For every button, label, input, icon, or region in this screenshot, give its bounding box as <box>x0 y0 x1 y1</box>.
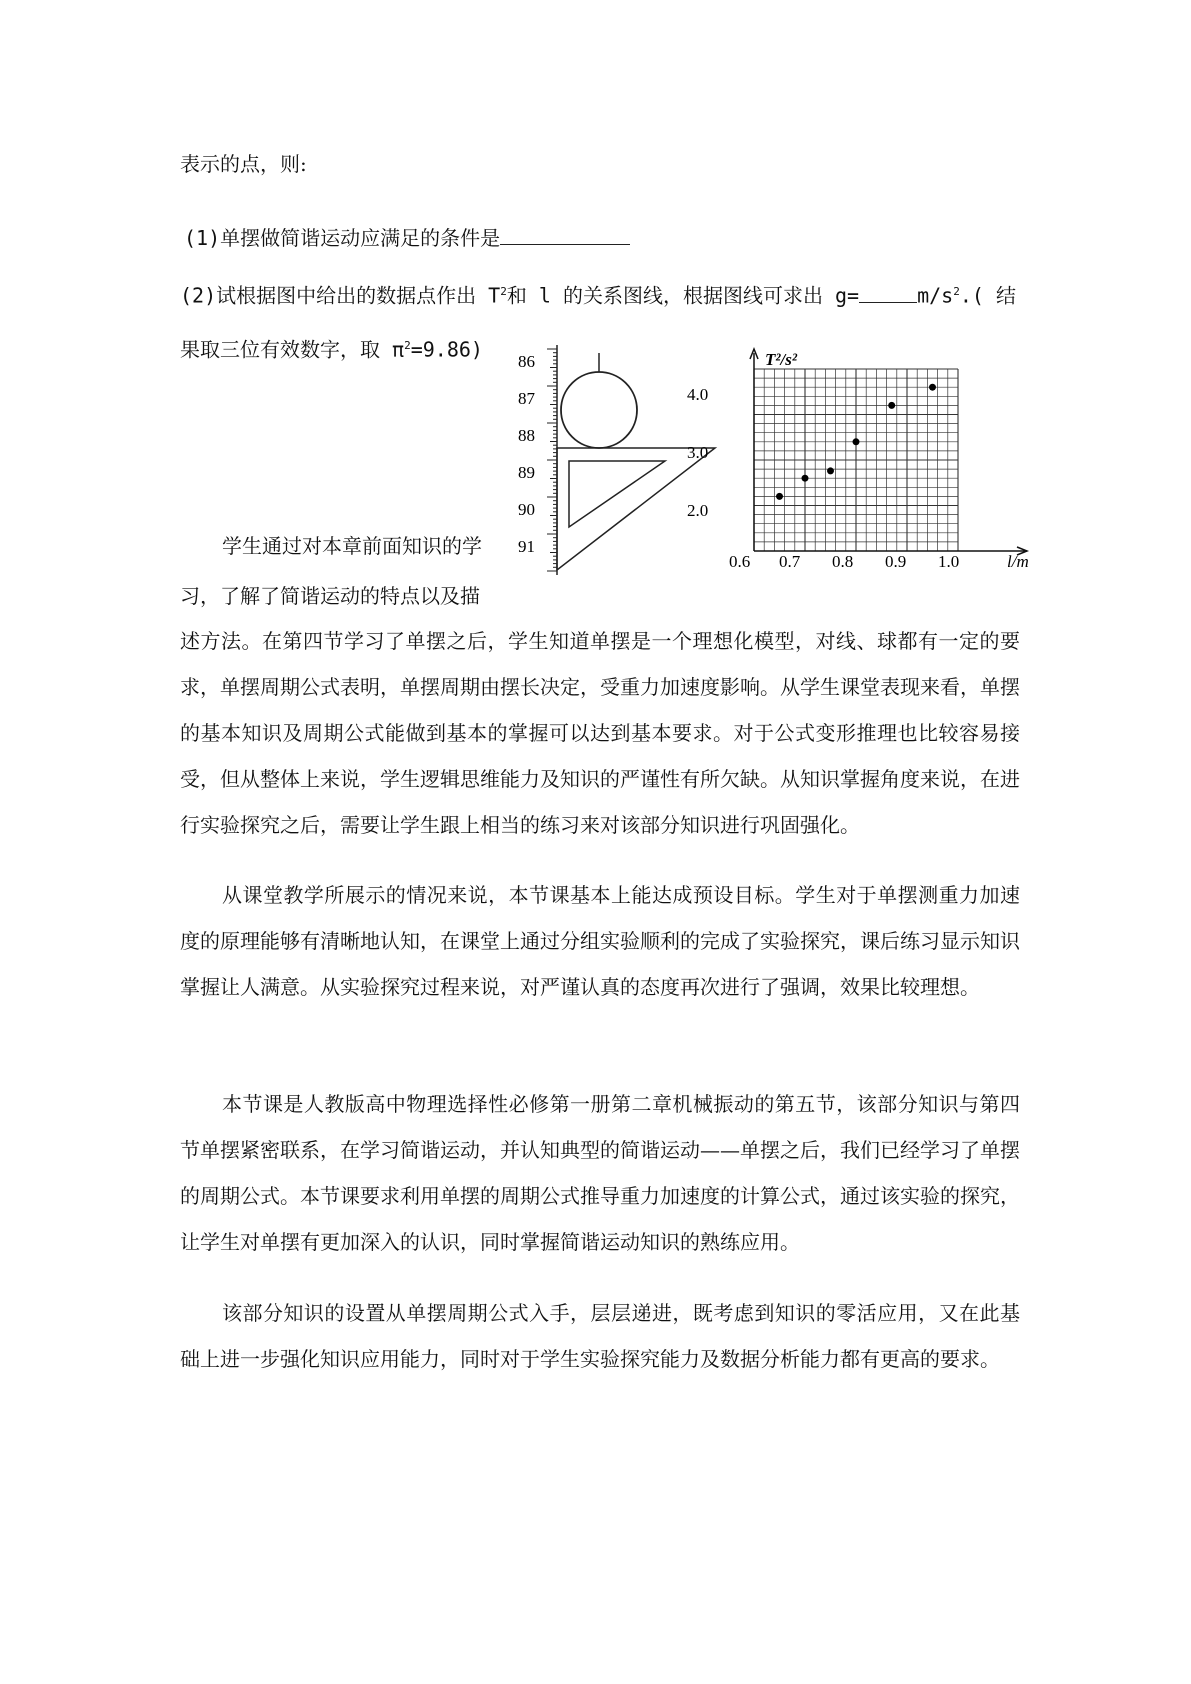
x-axis-label: l/m <box>1007 552 1029 571</box>
wrap-paragraph-rest: 述方法。在第四节学习了单摆之后，学生知道单摆是一个理想化模型，对线、球都有一定的要求，单摆周期公式表明，单摆周期由摆长决定，受重力加速度影响。从学生课堂表现来看，单摆的基本知识及周期公式能做到基本的掌握可以达到基本要求。对于公式变形推理也比较容易接受，但从整体上来说，学生逻辑思维能力及知识的严谨性有所欠缺。从知识掌握角度来说，在进行实验探究之后，需要让学生跟上相当的练习来对该部分知识进行巩固强化。 <box>180 629 1020 837</box>
ruler-label: 90 <box>518 500 535 519</box>
x-tick-label: 1.0 <box>938 552 960 571</box>
ruler-label: 89 <box>518 463 535 482</box>
data-point <box>776 493 783 500</box>
question-2-end: .( 结 <box>959 283 1016 308</box>
ruler-label: 86 <box>518 352 535 371</box>
ruler-label: 88 <box>518 426 535 445</box>
question-2-line2-a: 果取三位有效数字，取 π <box>180 337 405 362</box>
y-tick-label: 2.0 <box>687 501 709 520</box>
x-tick-label: 0.7 <box>779 552 801 571</box>
answer-blank-1[interactable] <box>500 226 630 245</box>
data-point <box>802 475 809 482</box>
question-2-text-a: (2)试根据图中给出的数据点作出 T <box>180 283 501 308</box>
question-1-text: (1)单摆做简谐运动应满足的条件是 <box>184 226 501 250</box>
ruler-label: 87 <box>518 389 535 408</box>
data-point <box>853 438 860 445</box>
ruler-labels <box>518 352 536 556</box>
chart-grid <box>754 369 958 551</box>
intro-line: 表示的点，则: <box>180 152 307 176</box>
y-tick-label: 4.0 <box>687 385 709 404</box>
question-2-unit-sup: 2 <box>953 285 960 298</box>
data-point <box>827 467 834 474</box>
question-2-unit: m/s <box>917 283 954 308</box>
t2-l-chart <box>687 345 1045 571</box>
paragraph: 该部分知识的设置从单摆周期公式入手，层层递进，既考虑到知识的零活应用，又在此基础上进一步强化知识应用能力，同时对于学生实验探究能力及数据分析能力都有更高的要求。 <box>180 1301 1020 1371</box>
ruler-label: 91 <box>518 537 535 556</box>
pendulum-ruler-figure <box>515 345 715 575</box>
answer-blank-2[interactable] <box>859 284 917 303</box>
y-tick-label: 3.0 <box>687 443 709 462</box>
question-2-line2-b: =9.86) <box>410 337 483 362</box>
question-2-sup: 2 <box>500 285 507 298</box>
x-tick-label: 0.6 <box>729 552 751 571</box>
question-2-line2-sup: 2 <box>404 339 411 352</box>
paragraph: 从课堂教学所展示的情况来说，本节课基本上能达成预设目标。学生对于单摆测重力加速度的原理能够有清晰地认知，在课堂上通过分组实验顺利的完成了实验探究，课后练习显示知识掌握让人满意。从实验探究过程来说，对严谨认真的态度再次进行了强调，效果比较理想。 <box>180 883 1020 999</box>
question-1 <box>184 224 630 252</box>
question-2-line-2 <box>180 332 483 364</box>
data-point <box>929 384 936 391</box>
question-2-text-b: 和 l 的关系图线，根据图线可求出 g= <box>506 283 860 308</box>
question-2 <box>180 278 1016 310</box>
ruler-ticks <box>547 349 557 571</box>
wrap-line-1: 学生通过对本章前面知识的学 <box>222 534 482 558</box>
paragraph: 本节课是人教版高中物理选择性必修第一册第二章机械振动的第五节，该部分知识与第四节单摆紧密联系，在学习简谐运动，并认知典型的简谐运动——单摆之后，我们已经学习了单摆的周期公式。本节课要求利用单摆的周期公式推导重力加速度的计算公式，通过该实验的探究，让学生对单摆有更加深入的认识，同时掌握简谐运动知识的熟练应用。 <box>180 1092 1020 1254</box>
y-axis-label: T²/s² <box>765 350 797 369</box>
data-point <box>888 402 895 409</box>
x-tick-label: 0.9 <box>885 552 907 571</box>
pendulum-bob <box>561 372 637 448</box>
set-square-inner <box>569 461 665 527</box>
x-tick-label: 0.8 <box>832 552 854 571</box>
wrap-line-2: 习，了解了简谐运动的特点以及描 <box>180 584 480 608</box>
